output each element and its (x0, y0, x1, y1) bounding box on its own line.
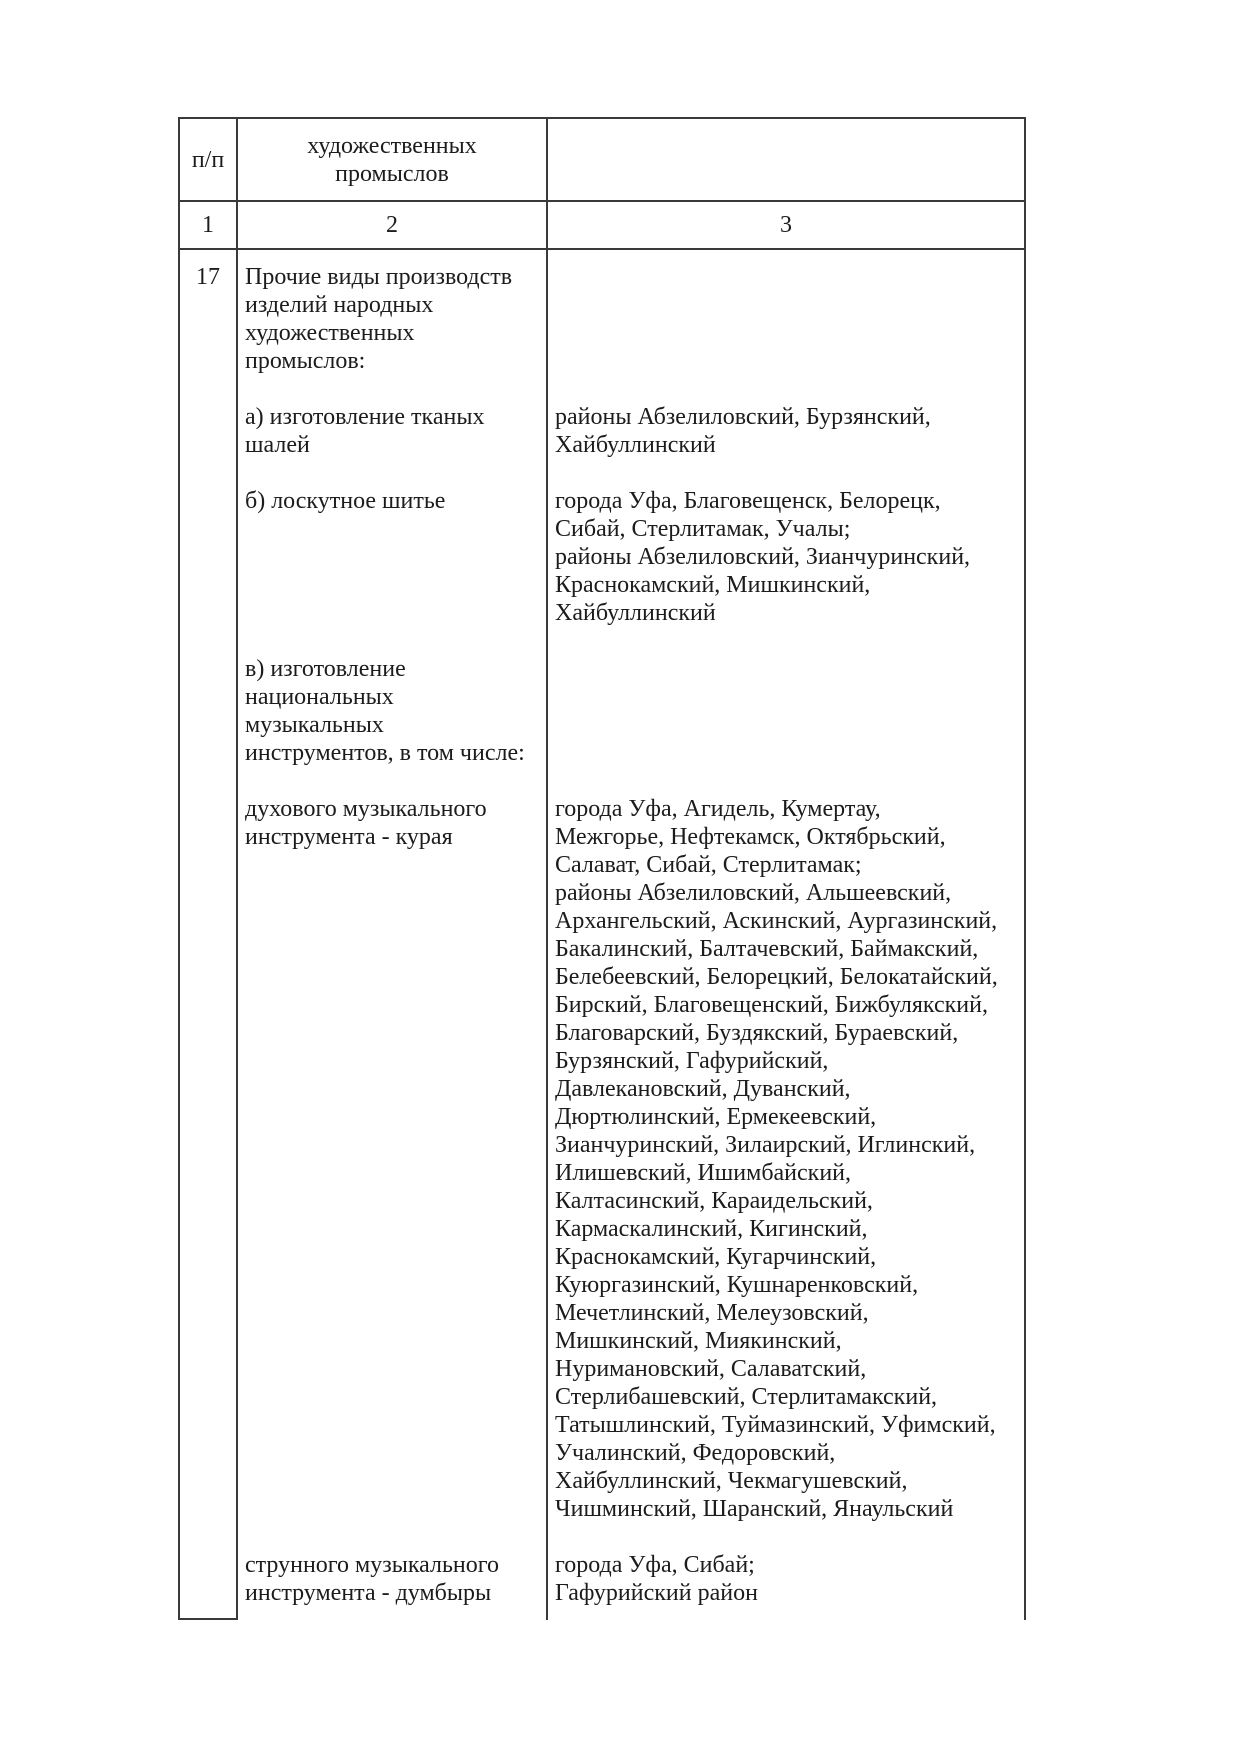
text-line (555, 319, 1024, 347)
text-line (555, 375, 1024, 403)
text-line: шалей (245, 432, 310, 458)
text-line (245, 1215, 546, 1243)
text-line: Стерлибашевский, Стерлитамакский, (555, 1384, 938, 1410)
text-line: Калтасинский, Караидельский, (555, 1188, 873, 1214)
text-line: Дюртюлинский, Ермекеевский, (555, 1104, 877, 1130)
text-line: Бурзянский, Гафурийский, (555, 1048, 829, 1074)
text-line (245, 1495, 546, 1523)
text-line (555, 291, 1024, 319)
text-line: Хайбуллинский (555, 432, 716, 458)
text-line: Белебеевский, Белорецкий, Белокатайский, (555, 964, 998, 990)
text-line: Хайбуллинский, Чекмагушевский, (555, 1468, 908, 1494)
header-cell-number: п/п (178, 119, 238, 202)
text-line: Салават, Сибай, Стерлитамак; (555, 852, 862, 878)
row-number-cell: 17 (178, 250, 238, 1620)
text-line (245, 599, 546, 627)
text-line: в) изготовление (245, 656, 406, 682)
crafts-column-cell (238, 250, 548, 1620)
text-line (245, 1383, 546, 1411)
text-line (245, 459, 546, 487)
table-row (178, 250, 1026, 1620)
text-line: струнного музыкального (245, 1552, 500, 1578)
text-line (555, 1523, 1024, 1551)
text-line: Мечетлинский, Мелеузовский, (555, 1300, 869, 1326)
header-line: промыслов (335, 160, 449, 187)
text-line (245, 543, 546, 571)
text-line: районы Абзелиловский, Бурзянский, (555, 404, 931, 430)
text-line: районы Абзелиловский, Зианчуринский, (555, 544, 971, 570)
text-line (245, 851, 546, 879)
text-line: города Уфа, Сибай; (555, 1552, 755, 1578)
text-line (245, 879, 546, 907)
header-cell-locations (548, 119, 1026, 202)
text-line: инструмента - курая (245, 824, 453, 850)
text-line (245, 1047, 546, 1075)
text-line: национальных (245, 684, 394, 710)
text-line: Кармаскалинский, Кигинский, (555, 1216, 868, 1242)
locations-column-cell (548, 250, 1026, 1620)
text-line (245, 1187, 546, 1215)
text-line (555, 739, 1024, 767)
text-line (245, 627, 546, 655)
text-line: Бакалинский, Балтачевский, Баймакский, (555, 936, 979, 962)
text-line: Прочие виды производств (245, 264, 513, 290)
text-line: Зианчуринский, Зилаирский, Иглинский, (555, 1132, 976, 1158)
text-line: Бирский, Благовещенский, Бижбулякский, (555, 992, 988, 1018)
text-line (245, 991, 546, 1019)
text-line: Давлекановский, Дуванский, (555, 1076, 851, 1102)
text-line (245, 1019, 546, 1047)
text-line: Архангельский, Аскинский, Аургазинский, (555, 908, 998, 934)
text-line (555, 263, 1024, 291)
text-line (555, 627, 1024, 655)
text-line (555, 347, 1024, 375)
text-line (245, 1075, 546, 1103)
text-line (245, 963, 546, 991)
text-line: художественных (245, 320, 415, 346)
text-line: инструмента - думбыры (245, 1580, 492, 1606)
text-line (245, 1327, 546, 1355)
text-line (245, 767, 546, 795)
text-line: Сибай, Стерлитамак, Учалы; (555, 516, 851, 542)
text-line: Татышлинский, Туймазинский, Уфимский, (555, 1412, 996, 1438)
text-line (245, 1439, 546, 1467)
text-line (555, 655, 1024, 683)
text-line (245, 907, 546, 935)
text-line: инструментов, в том числе: (245, 740, 525, 766)
text-line: изделий народных (245, 292, 434, 318)
text-line (245, 1271, 546, 1299)
column-index-2: 2 (238, 202, 548, 250)
column-index-row (178, 202, 1026, 250)
text-line: духового музыкального (245, 796, 487, 822)
text-line (555, 767, 1024, 795)
text-line (245, 1467, 546, 1495)
text-line (245, 1299, 546, 1327)
table-header-row (178, 119, 1026, 202)
text-line: б) лоскутное шитье (245, 488, 446, 514)
text-line (245, 375, 546, 403)
header-line: художественных (307, 132, 477, 159)
text-line: Хайбуллинский (555, 600, 716, 626)
text-line: промыслов: (245, 348, 366, 374)
text-line: Межгорье, Нефтекамск, Октябрьский, (555, 824, 946, 850)
text-line (555, 459, 1024, 487)
text-line: Мишкинский, Миякинский, (555, 1328, 842, 1354)
text-line (245, 515, 546, 543)
header-cell-crafts (238, 119, 548, 202)
text-line (245, 571, 546, 599)
text-line (245, 1243, 546, 1271)
text-line: Учалинский, Федоровский, (555, 1440, 836, 1466)
text-line (555, 683, 1024, 711)
text-line (245, 1159, 546, 1187)
text-line: города Уфа, Агидель, Кумертау, (555, 796, 881, 822)
text-line: музыкальных (245, 712, 384, 738)
crafts-table (178, 117, 1026, 1620)
text-line: города Уфа, Благовещенск, Белорецк, (555, 488, 941, 514)
text-line: Благоварский, Буздякский, Бураевский, (555, 1020, 959, 1046)
text-line (245, 1131, 546, 1159)
text-line: районы Абзелиловский, Альшеевский, (555, 880, 952, 906)
text-line: Илишевский, Ишимбайский, (555, 1160, 852, 1186)
text-line (245, 1103, 546, 1131)
text-line: а) изготовление тканых (245, 404, 485, 430)
text-line (245, 1355, 546, 1383)
text-line (245, 935, 546, 963)
text-line (245, 1411, 546, 1439)
text-line: Чишминский, Шаранский, Янаульский (555, 1496, 954, 1522)
column-index-1: 1 (178, 202, 238, 250)
text-line: Гафурийский район (555, 1580, 758, 1606)
text-line: Куюргазинский, Кушнаренковский, (555, 1272, 919, 1298)
text-line (555, 711, 1024, 739)
text-line: Краснокамский, Кугарчинский, (555, 1244, 877, 1270)
text-line (245, 1523, 546, 1551)
text-line: Краснокамский, Мишкинский, (555, 572, 871, 598)
column-index-3: 3 (548, 202, 1026, 250)
text-line: Нуримановский, Салаватский, (555, 1356, 867, 1382)
